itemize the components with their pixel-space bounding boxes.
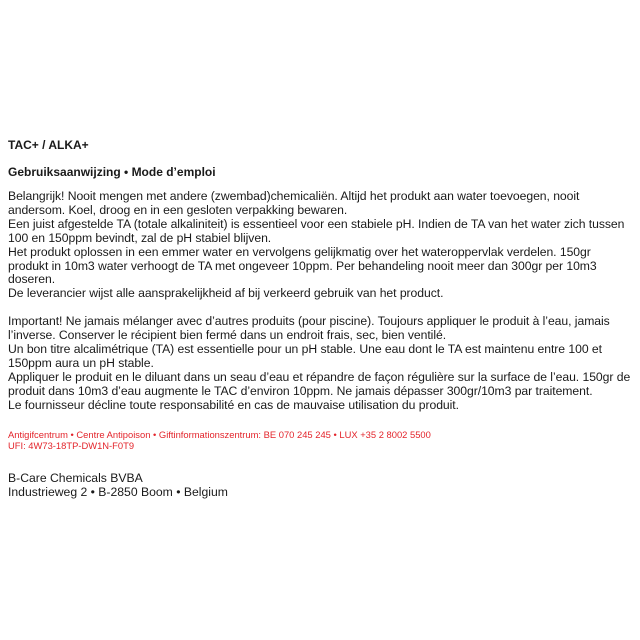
section-spacer (8, 301, 632, 315)
product-title: TAC+ / ALKA+ (8, 138, 89, 152)
company-address: Industrieweg 2 • B-2850 Boom • Belgium (8, 484, 228, 499)
nl-paragraph: Belangrijk! Nooit mengen met andere (zwembad)chemicaliën. Altijd het produkt aan water toevoegen, nooit andersom. Koel, droog en in een gesloten verpakking bewaren. (8, 189, 580, 217)
company-info (8, 471, 632, 499)
instructions-french (8, 315, 632, 412)
fr-paragraph: Appliquer le produit en le diluant dans un seau d’eau et répandre de façon régulière sur la surface de l’eau. 150gr de produit dans 10m3 d’eau augmente le TAC d’environ 10ppm. Ne jamais dépasser 300gr/10m3 par traitement. (8, 369, 631, 398)
fr-paragraph: Important! Ne jamais mélanger avec d’autres produits (pour piscine). Toujours appliquer le produit à l’eau, jamais l’inverse. Conserver le récipient bien fermé dans un endroit frais, sec, bien ventilé. (8, 314, 610, 343)
nl-paragraph: Een juist afgestelde TA (totale alkaliniteit) is essentieel voor een stabiele pH. Indien de TA van het water zich tussen 100 en 150ppm bevindt, zal de pH stabiel blijven. (8, 216, 625, 245)
fr-paragraph: Un bon titre alcalimétrique (TA) est essentielle pour un pH stable. Une eau dont le TA est maintenu entre 100 et 150ppm aura un pH stable. (8, 342, 602, 370)
poison-center-info (8, 429, 632, 451)
instructions-dutch (8, 190, 632, 301)
poison-center-line: Antigifcentrum • Centre Antipoison • Giftinformationszentrum: BE 070 245 245 • LUX +35 2 8002 5500 (8, 428, 431, 440)
nl-paragraph: De leverancier wijst alle aansprakelijkheid af bij verkeerd gebruik van het product. (8, 286, 444, 301)
product-label (8, 138, 632, 499)
nl-paragraph: Het produkt oplossen in een emmer water en vervolgens gelijkmatig over het wateroppervlak verdelen. 150gr produkt in 10m3 water verhoogt de TA met ongeveer 10ppm. Per behandeling nooit meer dan 300gr per 10m3 doseren. (8, 244, 597, 287)
instructions-heading: Gebruiksaanwijzing • Mode d’emploi (8, 165, 216, 179)
company-name: B-Care Chemicals BVBA (8, 470, 143, 485)
ufi-code: UFI: 4W73-18TP-DW1N-F0T9 (8, 439, 135, 451)
fr-paragraph: Le fournisseur décline toute responsabilité en cas de mauvaise utilisation du produit. (8, 397, 459, 412)
